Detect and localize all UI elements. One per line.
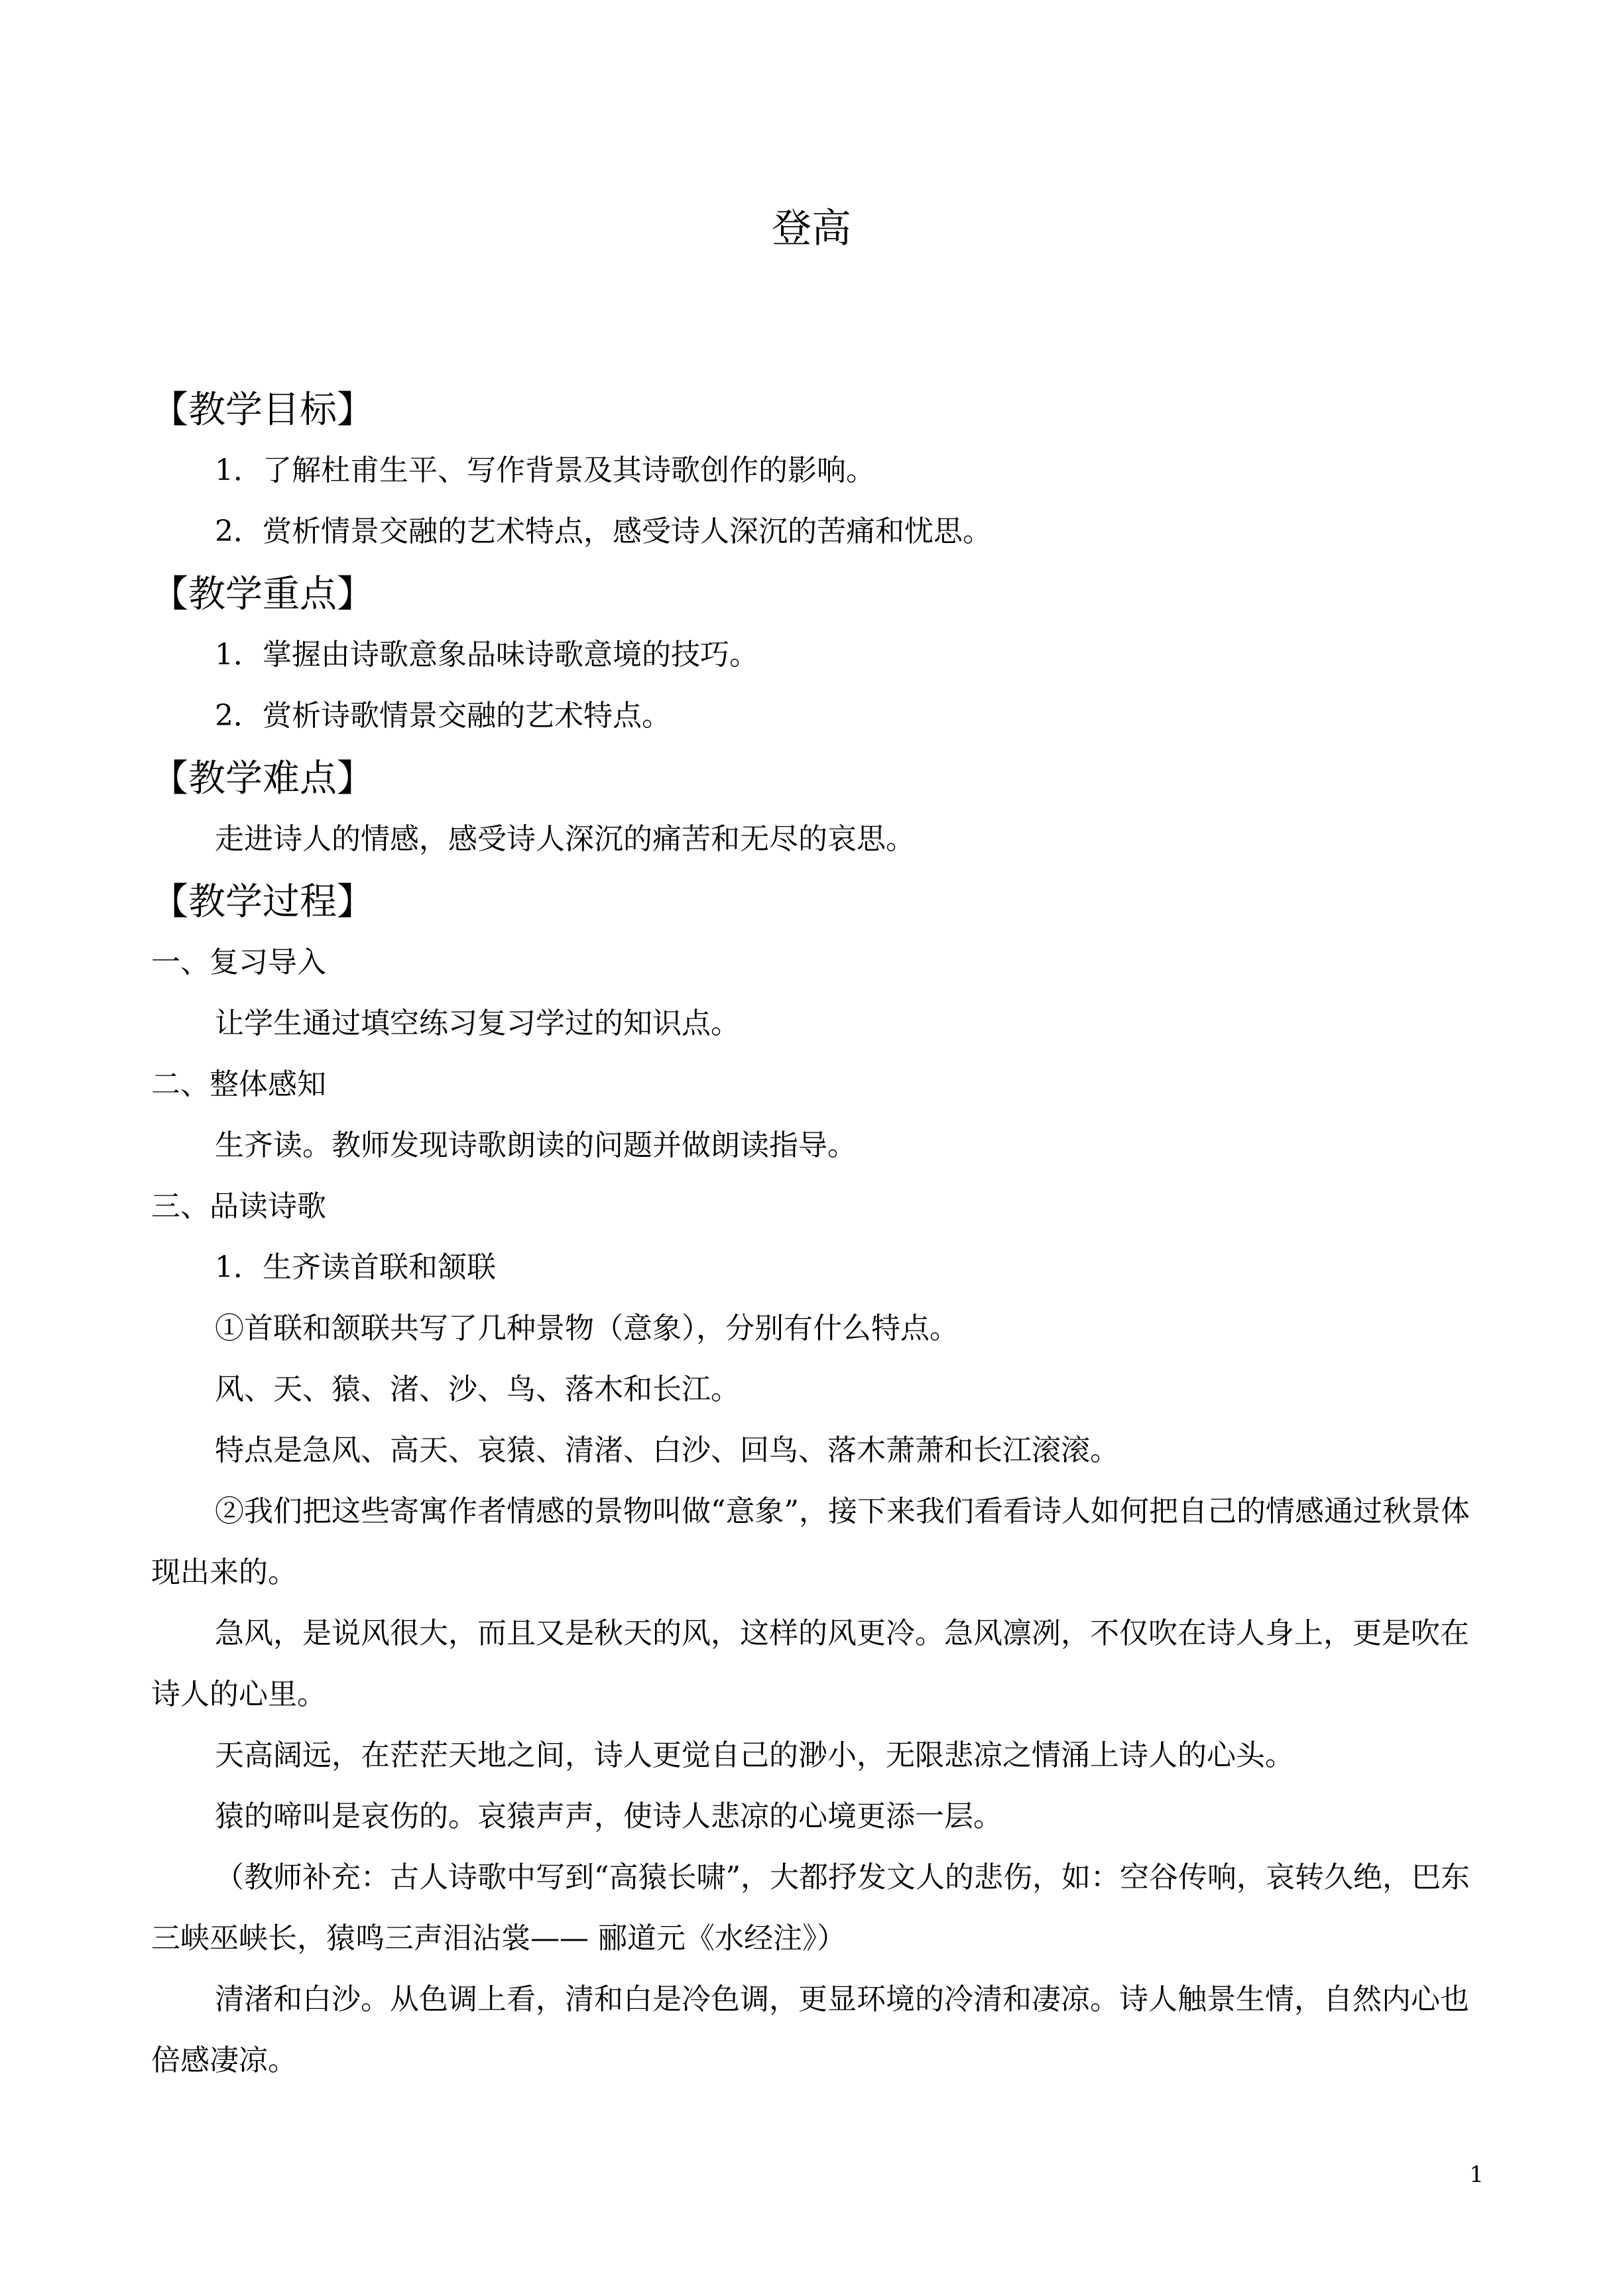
page-number: 1	[1469, 2161, 1484, 2188]
paragraph: 天高阔远，在茫茫天地之间，诗人更觉自己的渺小，无限悲凉之情涌上诗人的心头。	[215, 1738, 1294, 1772]
paragraph: （教师补充：古人诗歌中写到“高猿长啸”，大都抒发文人的悲伤，如：空谷传响，哀转久绝，巴东三峡巫峡长，猿鸣三声泪沾裳—— 郦道元《水经注》）	[151, 1860, 1470, 1955]
paragraph: ①首联和颔联共写了几种景物（意象），分别有什么特点。	[215, 1311, 959, 1345]
heading-process: 【教学过程】	[151, 880, 374, 924]
heading-objectives: 【教学目标】	[151, 389, 374, 432]
objective-item: 2．赏析情景交融的艺术特点，感受诗人深沉的苦痛和忧思。	[215, 514, 992, 548]
paragraph: 清渚和白沙。从色调上看，清和白是冷色调，更显环境的冷清和凄凉。诗人触景生情，自然内心也倍感凄凉。	[151, 1982, 1469, 2077]
paragraph: 猿的啼叫是哀伤的。哀猿声声，使诗人悲凉的心境更添一层。	[215, 1799, 1002, 1833]
key-point-item: 2．赏析诗歌情景交融的艺术特点。	[215, 699, 671, 733]
heading-key-points: 【教学重点】	[151, 573, 374, 616]
section-title: 二、整体感知	[151, 1067, 326, 1101]
paragraph: 特点是急风、高天、哀猿、清渚、白沙、回鸟、落木萧萧和长江滚滚。	[215, 1433, 1119, 1467]
section-title: 一、复习导入	[151, 945, 326, 979]
key-point-item: 1．掌握由诗歌意象品味诗歌意境的技巧。	[215, 638, 758, 672]
document-title: 登高	[772, 206, 851, 252]
paragraph: 急风，是说风很大，而且又是秋天的风，这样的风更冷。急风凛冽，不仅吹在诗人身上，更是吹在诗人的心里。	[151, 1616, 1469, 1711]
document-body	[151, 378, 1484, 2091]
paragraph: 风、天、猿、渚、沙、鸟、落木和长江。	[215, 1372, 740, 1406]
paragraph: 让学生通过填空练习复习学过的知识点。	[215, 1006, 740, 1040]
paragraph: 生齐读。教师发现诗歌朗读的问题并做朗读指导。	[215, 1128, 857, 1162]
objective-item: 1．了解杜甫生平、写作背景及其诗歌创作的影响。	[215, 453, 875, 487]
difficulty-text: 走进诗人的情感，感受诗人深沉的痛苦和无尽的哀思。	[215, 822, 915, 856]
paragraph: ②我们把这些寄寓作者情感的景物叫做“意象”，接下来我们看看诗人如何把自己的情感通过秋景体现出来的。	[151, 1494, 1470, 1589]
paragraph: 1．生齐读首联和颔联	[215, 1250, 496, 1284]
section-title: 三、品读诗歌	[151, 1189, 326, 1223]
heading-difficulties: 【教学难点】	[151, 757, 374, 800]
